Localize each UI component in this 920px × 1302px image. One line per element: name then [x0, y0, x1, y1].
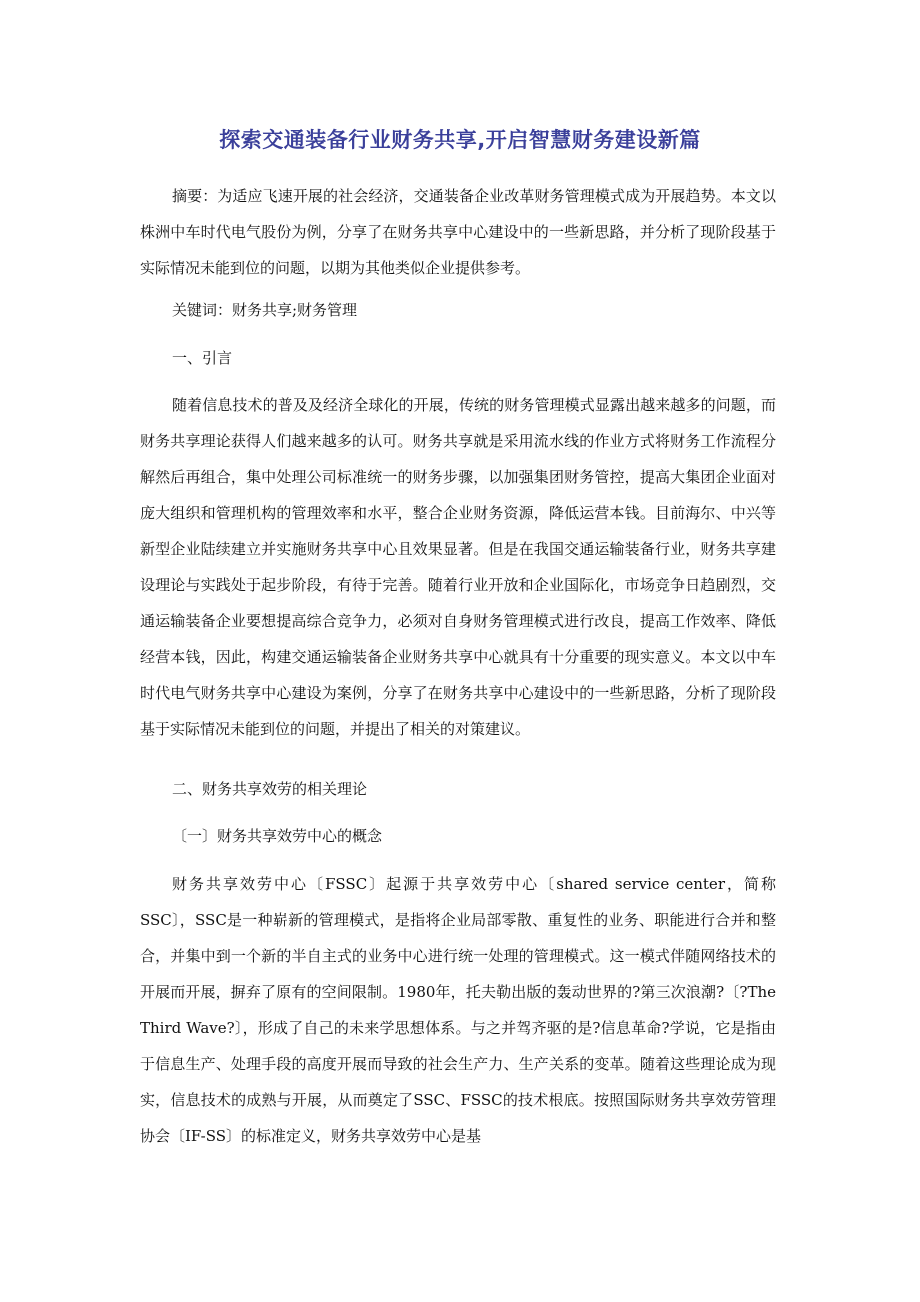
keywords-line: 关键词：财务共享;财务管理 — [172, 301, 358, 319]
fssc-concept-block — [140, 866, 776, 1154]
abstract-paragraph: 摘要：为适应飞速开展的社会经济，交通装备企业改革财务管理模式成为开展趋势。本文以株洲中车时代电气股份为例，分享了在财务共享中心建设中的一些新思路，并分析了现阶段基于实际情况未能到位的问题，以期为其他类似企业提供参考。 — [140, 187, 776, 277]
section-heading-introduction: 一、引言 — [172, 349, 233, 367]
document-title: 探索交通装备行业财务共享,开启智慧财务建设新篇 — [219, 128, 701, 152]
section-heading-theory: 二、财务共享效劳的相关理论 — [172, 780, 368, 798]
abstract-block — [140, 178, 776, 286]
subsection-heading-fssc-concept: 〔一〕财务共享效劳中心的概念 — [172, 827, 383, 845]
introduction-paragraph: 随着信息技术的普及及经济全球化的开展，传统的财务管理模式显露出越来越多的问题，而财务共享理论获得人们越来越多的认可。财务共享就是采用流水线的作业方式将财务工作流程分解然后再组合，集中处理公司标准统一的财务步骤，以加强集团财务管控，提高大集团企业面对庞大组织和管理机构的管理效率和水平，整合企业财务资源，降低运营本钱。目前海尔、中兴等新型企业陆续建立并实施财务共享中心且效果显著。但是在我国交通运输装备行业，财务共享建设理论与实践处于起步阶段，有待于完善。随着行业开放和企业国际化，市场竞争日趋剧烈，交通运输装备企业要想提高综合竞争力，必须对自身财务管理模式进行改良，提高工作效率、降低经营本钱，因此，构建交通运输装备企业财务共享中心就具有十分重要的现实意义。本文以中车时代电气财务共享中心建设为案例，分享了在财务共享中心建设中的一些新思路，分析了现阶段基于实际情况未能到位的问题，并提出了相关的对策建议。 — [140, 396, 776, 738]
introduction-block — [140, 387, 776, 747]
fssc-concept-paragraph: 财务共享效劳中心〔FSSC〕起源于共享效劳中心〔shared service center，简称SSC〕，SSC是一种崭新的管理模式，是指将企业局部零散、重复性的业务、职能进行合并和整合，并集中到一个新的半自主式的业务中心进行统一处理的管理模式。这一模式伴随网络技术的开展而开展，摒弃了原有的空间限制。1980年，托夫勒出版的轰动世界的?第三次浪潮?〔?The Third Wave?〕，形成了自己的未来学思想体系。与之并驾齐驱的是?信息革命?学说，它是指由于信息生产、处理手段的高度开展而导致的社会生产力、生产关系的变革。随着这些理论成为现实，信息技术的成熟与开展，从而奠定了SSC、FSSC的技术根底。按照国际财务共享效劳管理协会〔IF-SS〕的标准定义，财务共享效劳中心是基 — [140, 875, 776, 1145]
